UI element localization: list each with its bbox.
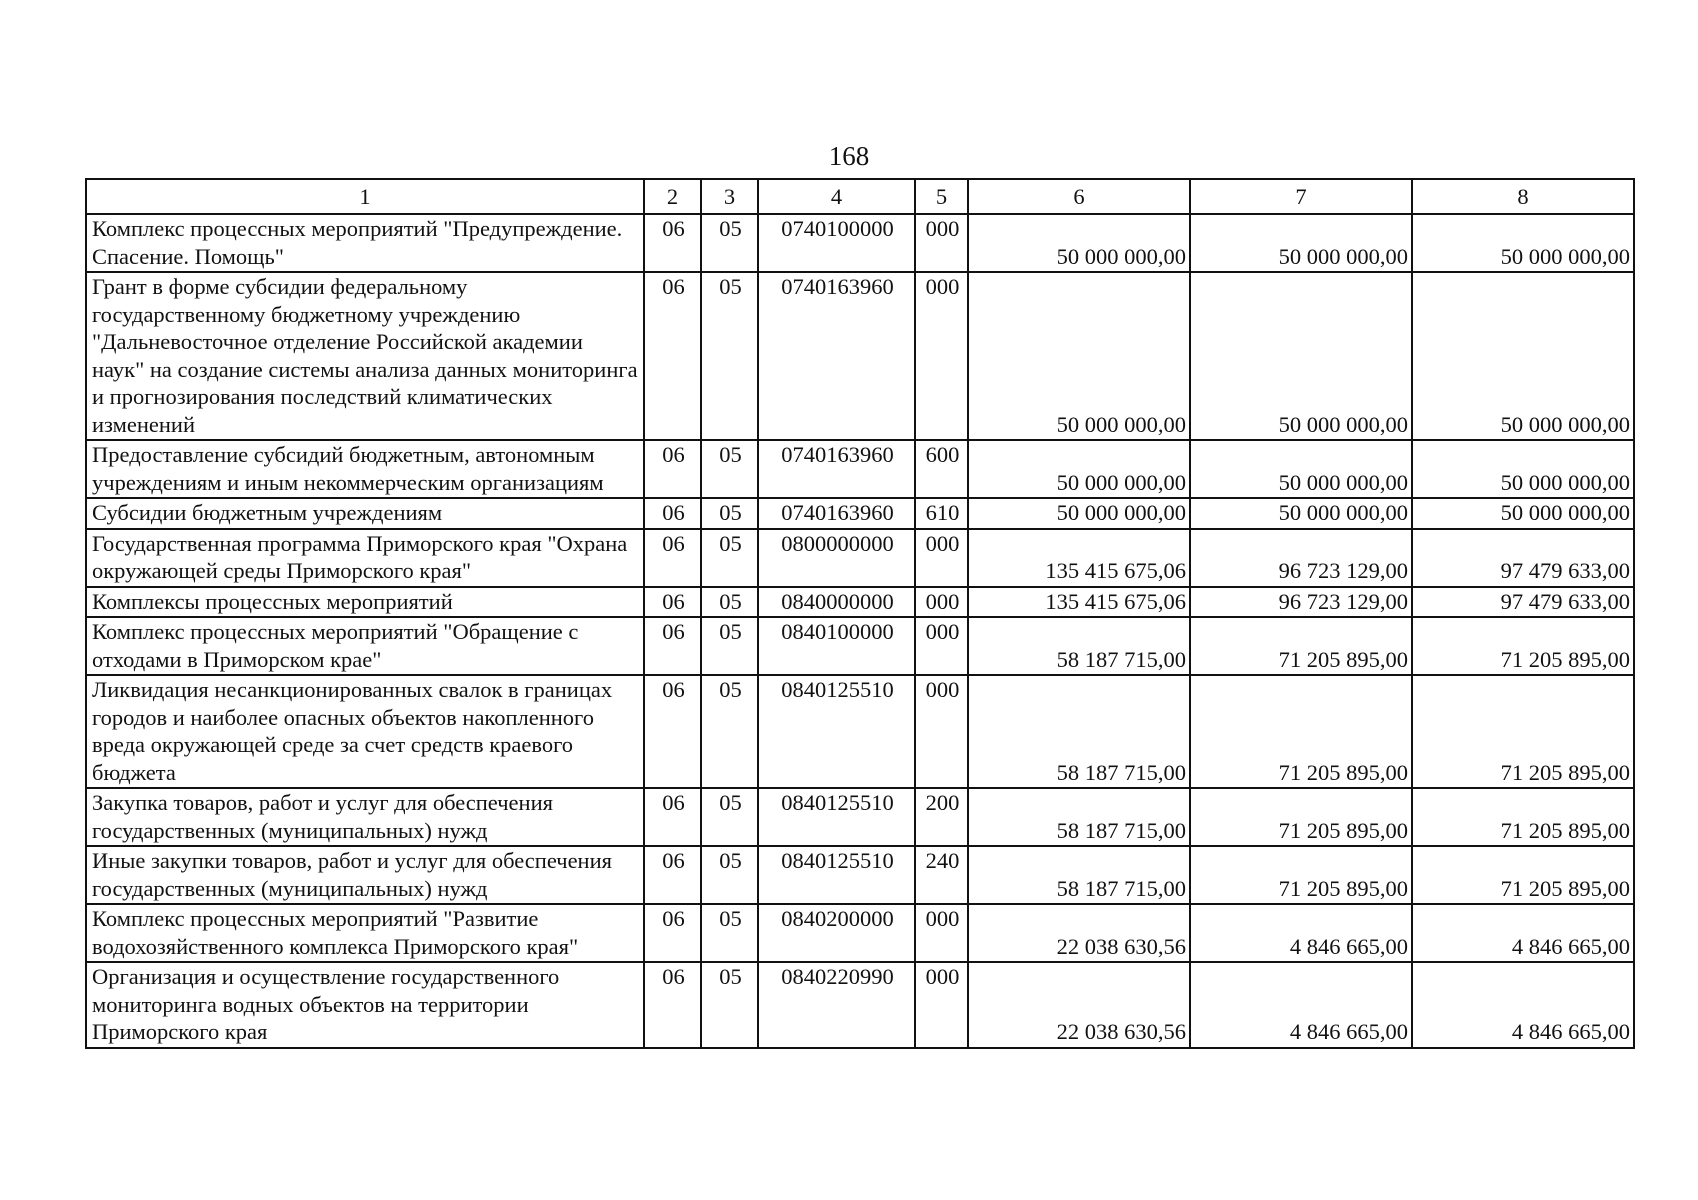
- amount-col7: 4 846 665,00: [1190, 904, 1412, 962]
- section-code: 06: [644, 617, 701, 675]
- section-code: 06: [644, 272, 701, 440]
- table-row: [86, 962, 1634, 1048]
- amount-col7: 96 723 129,00: [1190, 587, 1412, 618]
- target-article-code: 0840000000: [758, 587, 915, 618]
- expense-type-code: 000: [915, 272, 968, 440]
- amount-col6: 50 000 000,00: [968, 214, 1190, 272]
- subsection-code: 05: [701, 440, 758, 498]
- table-header-row: [86, 179, 1634, 214]
- expense-name: Комплекс процессных мероприятий "Развитие водохозяйственного комплекса Приморского края": [86, 904, 644, 962]
- section-code: 06: [644, 498, 701, 529]
- target-article-code: 0740163960: [758, 440, 915, 498]
- target-article-code: 0740163960: [758, 498, 915, 529]
- column-header: 7: [1190, 179, 1412, 214]
- amount-col8: 71 205 895,00: [1412, 617, 1634, 675]
- amount-col8: 71 205 895,00: [1412, 846, 1634, 904]
- section-code: 06: [644, 587, 701, 618]
- expense-type-code: 200: [915, 788, 968, 846]
- amount-col8: 97 479 633,00: [1412, 529, 1634, 587]
- amount-col7: 96 723 129,00: [1190, 529, 1412, 587]
- expense-name: Предоставление субсидий бюджетным, автономным учреждениям и иным некоммерческим организациям: [86, 440, 644, 498]
- page-number: 168: [828, 141, 870, 171]
- column-header: 2: [644, 179, 701, 214]
- amount-col7: 50 000 000,00: [1190, 498, 1412, 529]
- expense-type-code: 610: [915, 498, 968, 529]
- expense-name: Иные закупки товаров, работ и услуг для обеспечения государственных (муниципальных) нужд: [86, 846, 644, 904]
- target-article-code: 0840125510: [758, 846, 915, 904]
- subsection-code: 05: [701, 529, 758, 587]
- amount-col6: 135 415 675,06: [968, 529, 1190, 587]
- amount-col7: 71 205 895,00: [1190, 675, 1412, 788]
- expense-name: Закупка товаров, работ и услуг для обеспечения государственных (муниципальных) нужд: [86, 788, 644, 846]
- amount-col6: 50 000 000,00: [968, 440, 1190, 498]
- amount-col8: 50 000 000,00: [1412, 440, 1634, 498]
- expense-name: Государственная программа Приморского края "Охрана окружающей среды Приморского края": [86, 529, 644, 587]
- subsection-code: 05: [701, 617, 758, 675]
- column-header: 1: [86, 179, 644, 214]
- amount-col8: 50 000 000,00: [1412, 272, 1634, 440]
- target-article-code: 0740100000: [758, 214, 915, 272]
- expense-type-code: 000: [915, 675, 968, 788]
- target-article-code: 0840125510: [758, 788, 915, 846]
- expense-type-code: 000: [915, 617, 968, 675]
- section-code: 06: [644, 904, 701, 962]
- expense-name: Комплексы процессных мероприятий: [86, 587, 644, 618]
- amount-col7: 50 000 000,00: [1190, 440, 1412, 498]
- amount-col7: 71 205 895,00: [1190, 788, 1412, 846]
- expense-type-code: 000: [915, 587, 968, 618]
- section-code: 06: [644, 529, 701, 587]
- table-row: [86, 788, 1634, 846]
- section-code: 06: [644, 962, 701, 1048]
- subsection-code: 05: [701, 846, 758, 904]
- table-row: [86, 617, 1634, 675]
- expense-type-code: 240: [915, 846, 968, 904]
- expense-type-code: 600: [915, 440, 968, 498]
- column-header: 8: [1412, 179, 1634, 214]
- amount-col8: 4 846 665,00: [1412, 962, 1634, 1048]
- amount-col8: 97 479 633,00: [1412, 587, 1634, 618]
- section-code: 06: [644, 788, 701, 846]
- amount-col6: 22 038 630,56: [968, 904, 1190, 962]
- amount-col7: 4 846 665,00: [1190, 962, 1412, 1048]
- amount-col8: 50 000 000,00: [1412, 498, 1634, 529]
- column-header: 6: [968, 179, 1190, 214]
- target-article-code: 0740163960: [758, 272, 915, 440]
- table-row: [86, 675, 1634, 788]
- section-code: 06: [644, 214, 701, 272]
- table-row: [86, 498, 1634, 529]
- amount-col6: 50 000 000,00: [968, 498, 1190, 529]
- subsection-code: 05: [701, 788, 758, 846]
- target-article-code: 0840220990: [758, 962, 915, 1048]
- expense-name: Организация и осуществление государственного мониторинга водных объектов на территории Приморского края: [86, 962, 644, 1048]
- table-row: [86, 587, 1634, 618]
- amount-col8: 71 205 895,00: [1412, 675, 1634, 788]
- target-article-code: 0840200000: [758, 904, 915, 962]
- subsection-code: 05: [701, 962, 758, 1048]
- subsection-code: 05: [701, 587, 758, 618]
- amount-col6: 135 415 675,06: [968, 587, 1190, 618]
- table-row: [86, 529, 1634, 587]
- table-row: [86, 272, 1634, 440]
- expense-name: Субсидии бюджетным учреждениям: [86, 498, 644, 529]
- target-article-code: 0840100000: [758, 617, 915, 675]
- amount-col6: 58 187 715,00: [968, 788, 1190, 846]
- subsection-code: 05: [701, 675, 758, 788]
- expense-type-code: 000: [915, 904, 968, 962]
- amount-col6: 50 000 000,00: [968, 272, 1190, 440]
- subsection-code: 05: [701, 904, 758, 962]
- amount-col6: 58 187 715,00: [968, 617, 1190, 675]
- section-code: 06: [644, 440, 701, 498]
- expense-type-code: 000: [915, 214, 968, 272]
- expense-name: Грант в форме субсидии федеральному государственному бюджетному учреждению "Дальневосточное отделение Российской академии наук" на создание системы анализа данных мониторинга и прогнозирования последствий климатических изменений: [86, 272, 644, 440]
- amount-col8: 71 205 895,00: [1412, 788, 1634, 846]
- expense-name: Комплекс процессных мероприятий "Предупреждение. Спасение. Помощь": [86, 214, 644, 272]
- section-code: 06: [644, 675, 701, 788]
- expense-type-code: 000: [915, 962, 968, 1048]
- amount-col6: 58 187 715,00: [968, 846, 1190, 904]
- amount-col8: 50 000 000,00: [1412, 214, 1634, 272]
- table-row: [86, 214, 1634, 272]
- column-header: 4: [758, 179, 915, 214]
- target-article-code: 0800000000: [758, 529, 915, 587]
- target-article-code: 0840125510: [758, 675, 915, 788]
- expense-name: Комплекс процессных мероприятий "Обращение с отходами в Приморском крае": [86, 617, 644, 675]
- subsection-code: 05: [701, 214, 758, 272]
- column-header: 3: [701, 179, 758, 214]
- expense-name: Ликвидация несанкционированных свалок в границах городов и наиболее опасных объектов накопленного вреда окружающей среде за счет средств краевого бюджета: [86, 675, 644, 788]
- amount-col6: 58 187 715,00: [968, 675, 1190, 788]
- amount-col7: 50 000 000,00: [1190, 214, 1412, 272]
- table-row: [86, 904, 1634, 962]
- subsection-code: 05: [701, 272, 758, 440]
- column-header: 5: [915, 179, 968, 214]
- amount-col7: 71 205 895,00: [1190, 846, 1412, 904]
- subsection-code: 05: [701, 498, 758, 529]
- amount-col8: 4 846 665,00: [1412, 904, 1634, 962]
- amount-col7: 50 000 000,00: [1190, 272, 1412, 440]
- table-row: [86, 440, 1634, 498]
- budget-table: [85, 178, 1635, 1049]
- table-row: [86, 846, 1634, 904]
- expense-type-code: 000: [915, 529, 968, 587]
- amount-col7: 71 205 895,00: [1190, 617, 1412, 675]
- section-code: 06: [644, 846, 701, 904]
- amount-col6: 22 038 630,56: [968, 962, 1190, 1048]
